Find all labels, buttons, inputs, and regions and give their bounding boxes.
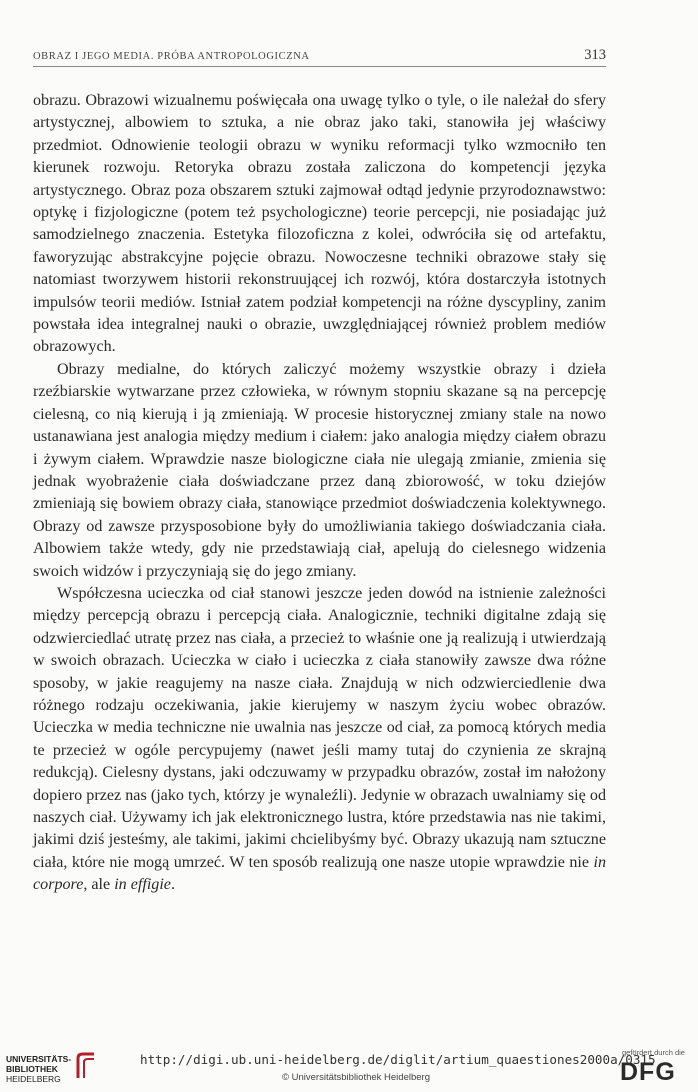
library-logo-icon: [74, 1052, 98, 1082]
dfg-logo: DFG: [620, 1058, 676, 1086]
library-line-3: HEIDELBERG: [6, 1074, 61, 1084]
paragraph-3-connector: , ale: [83, 876, 115, 894]
paragraph-3-text: Współczesna ucieczka od ciał stanowi jeszcze jeden dowód na istnienie zależności między percepcją obrazu i percepcją ciała. Analogicznie, techniki digitalne zdają się odzwierciedlać utratę przez nas ciała, a przecież to właśnie one ją realizują i utwierdzają w swoich obrazach. Ucieczka w ciało i ucieczka z ciała stanowiły zawsze dwa różne sposoby, w jakie reagujemy na nasze ciała. Znajdują w nich odzwierciedlenie dwa różnego rodzaju oczekiwania, jakie kierujemy w naszym życiu wobec obrazów. Ucieczka w media techniczne nie uwalnia nas jeszcze od ciał, za pomocą których media te przecież w ogóle percypujemy (nawet jeśli mamy tutaj do czynienia ze skrajną redukcją). Cielesny dystans, jaki odczuwamy w przypadku obrazów, został im nałożony dopiero przez nas (jako tych, którzy je wynaleźli). Jedynie w obrazach uwalniamy się od naszych ciał. Używamy ich jak elektronicznego lustra, które przedstawia nas nie takimi, jakimi dziś jesteśmy, ale takimi, jakimi chcielibyśmy być. Obrazy ukazują nam sztuczne ciała, które nie mogą umrzeć. W ten sposób realizują one nasze utopie wprawdzie nie: [33, 584, 606, 871]
paragraph-3-end: .: [170, 876, 175, 894]
library-logo-text: [6, 1054, 71, 1084]
paragraph-1: obrazu. Obrazowi wizualnemu poświęcała ona uwagę tylko o tyle, o ile należał do sfery artystycznej, albowiem to sztuka, a nie obraz jako taki, stanowiła jej właściwy przedmiot. Odnowienie teologii obrazu w wyniku reformacji tylko wzmocniło ten kierunek rozwoju. Retoryka obrazu została zaliczona do kompetencji języka artystycznego. Obraz poza obszarem sztuki zajmował odtąd jedynie przyrodoznawstwo: optykę i fizjologiczne (potem też psychologiczne) teorie percepcji, nie posiadając już samodzielnego znaczenia. Estetyka filozoficzna z kolei, odwróciła się od artefaktu, faworyzując abstrakcyjne pojęcie obrazu. Nowoczesne techniki obrazowe stały się natomiast tworzywem historii rekonstruującej ich rozwój, która dostarczyła istotnych impulsów teorii mediów. Istniał zatem podział kompetencji na różne dyscypliny, zanim powstała idea integralnej nauki o obrazie, uwzględniającej również problem mediów obrazowych.: [33, 92, 606, 356]
running-title: OBRAZ I JEGO MEDIA. PRÓBA ANTROPOLOGICZNA: [33, 51, 310, 62]
library-line-1: UNIVERSITÄTS-: [6, 1054, 72, 1064]
running-header: [33, 44, 606, 67]
page-number: 313: [584, 47, 606, 63]
permalink-url[interactable]: http://digi.ub.uni-heidelberg.de/diglit/artium_quaestiones2000a/0315: [140, 1052, 656, 1067]
italic-in-effigie: in effigie: [114, 876, 171, 894]
body-text: [33, 90, 606, 897]
funding-note: gefördert durch die: [622, 1048, 685, 1057]
digitization-footer: [0, 1044, 698, 1092]
paragraph-2: Obrazy medialne, do których zaliczyć możemy wszystkie obrazy i dzieła rzeźbiarskie wytwarzane przez człowieka, w równym stopniu skazane są na percepcję cielesną, co nią kierują i ją zmieniają. W procesie historycznej zmiany stale na nowo ustanawiana jest analogia między medium i ciałem: jako analogia między ciałem obrazu i żywym ciałem. Wprawdzie nasze biologiczne ciała nie ulegają zmianie, zmienia się jednak wyobrażenie ciała doświadczane przez daną zbiorowość, w toku dziejów zmieniają się bowiem obrazy ciała, stanowiące przedmiot doświadczenia kolektywnego. Obrazy od zawsze przysposobione były do umożliwiania takiego doświadczania ciała. Albowiem także wtedy, gdy nie przedstawiają ciał, apelują do cielesnego widzenia swoich widzów i przyczyniają się do jego zmiany.: [33, 360, 606, 580]
paragraph-3: [33, 583, 606, 897]
library-line-2: BIBLIOTHEK: [6, 1064, 58, 1074]
italic-in-corpore: in corpore: [33, 853, 606, 894]
copyright-notice: © Universitätsbibliothek Heidelberg: [282, 1072, 430, 1083]
